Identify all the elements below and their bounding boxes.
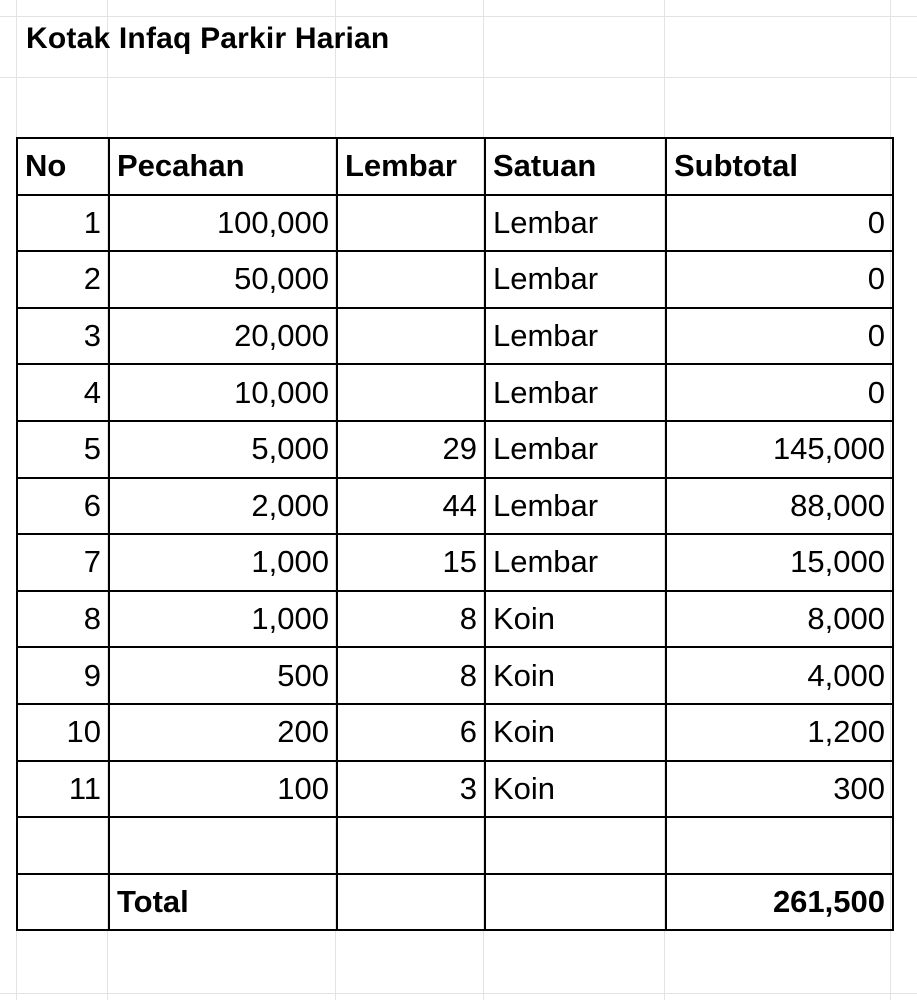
cell-no[interactable]: 2 [17, 251, 109, 308]
table-row [17, 647, 893, 704]
cell-lembar[interactable]: 8 [337, 647, 485, 704]
header-no[interactable]: No [17, 138, 109, 195]
cell-lembar[interactable] [337, 195, 485, 252]
cell-lembar[interactable]: 44 [337, 478, 485, 535]
cell-lembar[interactable]: 3 [337, 761, 485, 818]
header-pecahan[interactable]: Pecahan [109, 138, 337, 195]
grid-line [0, 993, 917, 994]
cell-pecahan[interactable]: 1,000 [109, 534, 337, 591]
cell-no[interactable]: 4 [17, 364, 109, 421]
cell-no[interactable]: 3 [17, 308, 109, 365]
empty-cell[interactable] [337, 874, 485, 931]
header-row [17, 138, 893, 195]
cell-lembar[interactable]: 29 [337, 421, 485, 478]
cell-subtotal[interactable]: 4,000 [666, 647, 893, 704]
cell-no[interactable]: 9 [17, 647, 109, 704]
total-value[interactable]: 261,500 [666, 874, 893, 931]
header-satuan[interactable]: Satuan [485, 138, 666, 195]
cell-subtotal[interactable]: 0 [666, 251, 893, 308]
empty-cell[interactable] [17, 874, 109, 931]
empty-cell[interactable] [485, 817, 666, 874]
cell-pecahan[interactable]: 100 [109, 761, 337, 818]
table-row [17, 534, 893, 591]
empty-row [17, 817, 893, 874]
cell-pecahan[interactable]: 20,000 [109, 308, 337, 365]
cell-subtotal[interactable]: 0 [666, 308, 893, 365]
table-row [17, 195, 893, 252]
table-row [17, 704, 893, 761]
header-subtotal[interactable]: Subtotal [666, 138, 893, 195]
table-row [17, 421, 893, 478]
table-row [17, 478, 893, 535]
empty-cell[interactable] [17, 817, 109, 874]
cell-satuan[interactable]: Lembar [485, 195, 666, 252]
cell-satuan[interactable]: Lembar [485, 364, 666, 421]
total-row [17, 874, 893, 931]
cell-satuan[interactable]: Koin [485, 761, 666, 818]
cell-no[interactable]: 11 [17, 761, 109, 818]
cell-no[interactable]: 7 [17, 534, 109, 591]
cell-satuan[interactable]: Koin [485, 647, 666, 704]
cell-pecahan[interactable]: 2,000 [109, 478, 337, 535]
denomination-table [16, 137, 894, 931]
cell-subtotal[interactable]: 0 [666, 195, 893, 252]
cell-subtotal[interactable]: 145,000 [666, 421, 893, 478]
cell-satuan[interactable]: Koin [485, 591, 666, 648]
cell-lembar[interactable]: 8 [337, 591, 485, 648]
cell-no[interactable]: 8 [17, 591, 109, 648]
table-row [17, 364, 893, 421]
empty-cell[interactable] [485, 874, 666, 931]
sheet-title[interactable]: Kotak Infaq Parkir Harian [26, 22, 390, 55]
table-row [17, 761, 893, 818]
cell-no[interactable]: 1 [17, 195, 109, 252]
cell-satuan[interactable]: Lembar [485, 534, 666, 591]
cell-subtotal[interactable]: 88,000 [666, 478, 893, 535]
cell-pecahan[interactable]: 200 [109, 704, 337, 761]
cell-satuan[interactable]: Lembar [485, 308, 666, 365]
cell-lembar[interactable]: 6 [337, 704, 485, 761]
empty-cell[interactable] [666, 817, 893, 874]
cell-subtotal[interactable]: 300 [666, 761, 893, 818]
cell-satuan[interactable]: Lembar [485, 421, 666, 478]
table-row [17, 251, 893, 308]
table-row [17, 308, 893, 365]
cell-no[interactable]: 10 [17, 704, 109, 761]
cell-satuan[interactable]: Lembar [485, 251, 666, 308]
cell-lembar[interactable] [337, 308, 485, 365]
cell-lembar[interactable]: 15 [337, 534, 485, 591]
cell-subtotal[interactable]: 15,000 [666, 534, 893, 591]
cell-pecahan[interactable]: 10,000 [109, 364, 337, 421]
cell-no[interactable]: 5 [17, 421, 109, 478]
cell-subtotal[interactable]: 1,200 [666, 704, 893, 761]
cell-subtotal[interactable]: 8,000 [666, 591, 893, 648]
cell-pecahan[interactable]: 1,000 [109, 591, 337, 648]
cell-no[interactable]: 6 [17, 478, 109, 535]
empty-cell[interactable] [337, 817, 485, 874]
header-lembar[interactable]: Lembar [337, 138, 485, 195]
cell-subtotal[interactable]: 0 [666, 364, 893, 421]
cell-pecahan[interactable]: 500 [109, 647, 337, 704]
table-row [17, 591, 893, 648]
cell-pecahan[interactable]: 5,000 [109, 421, 337, 478]
cell-lembar[interactable] [337, 364, 485, 421]
empty-cell[interactable] [109, 817, 337, 874]
cell-satuan[interactable]: Koin [485, 704, 666, 761]
cell-pecahan[interactable]: 100,000 [109, 195, 337, 252]
total-label[interactable]: Total [109, 874, 337, 931]
cell-pecahan[interactable]: 50,000 [109, 251, 337, 308]
cell-satuan[interactable]: Lembar [485, 478, 666, 535]
cell-lembar[interactable] [337, 251, 485, 308]
